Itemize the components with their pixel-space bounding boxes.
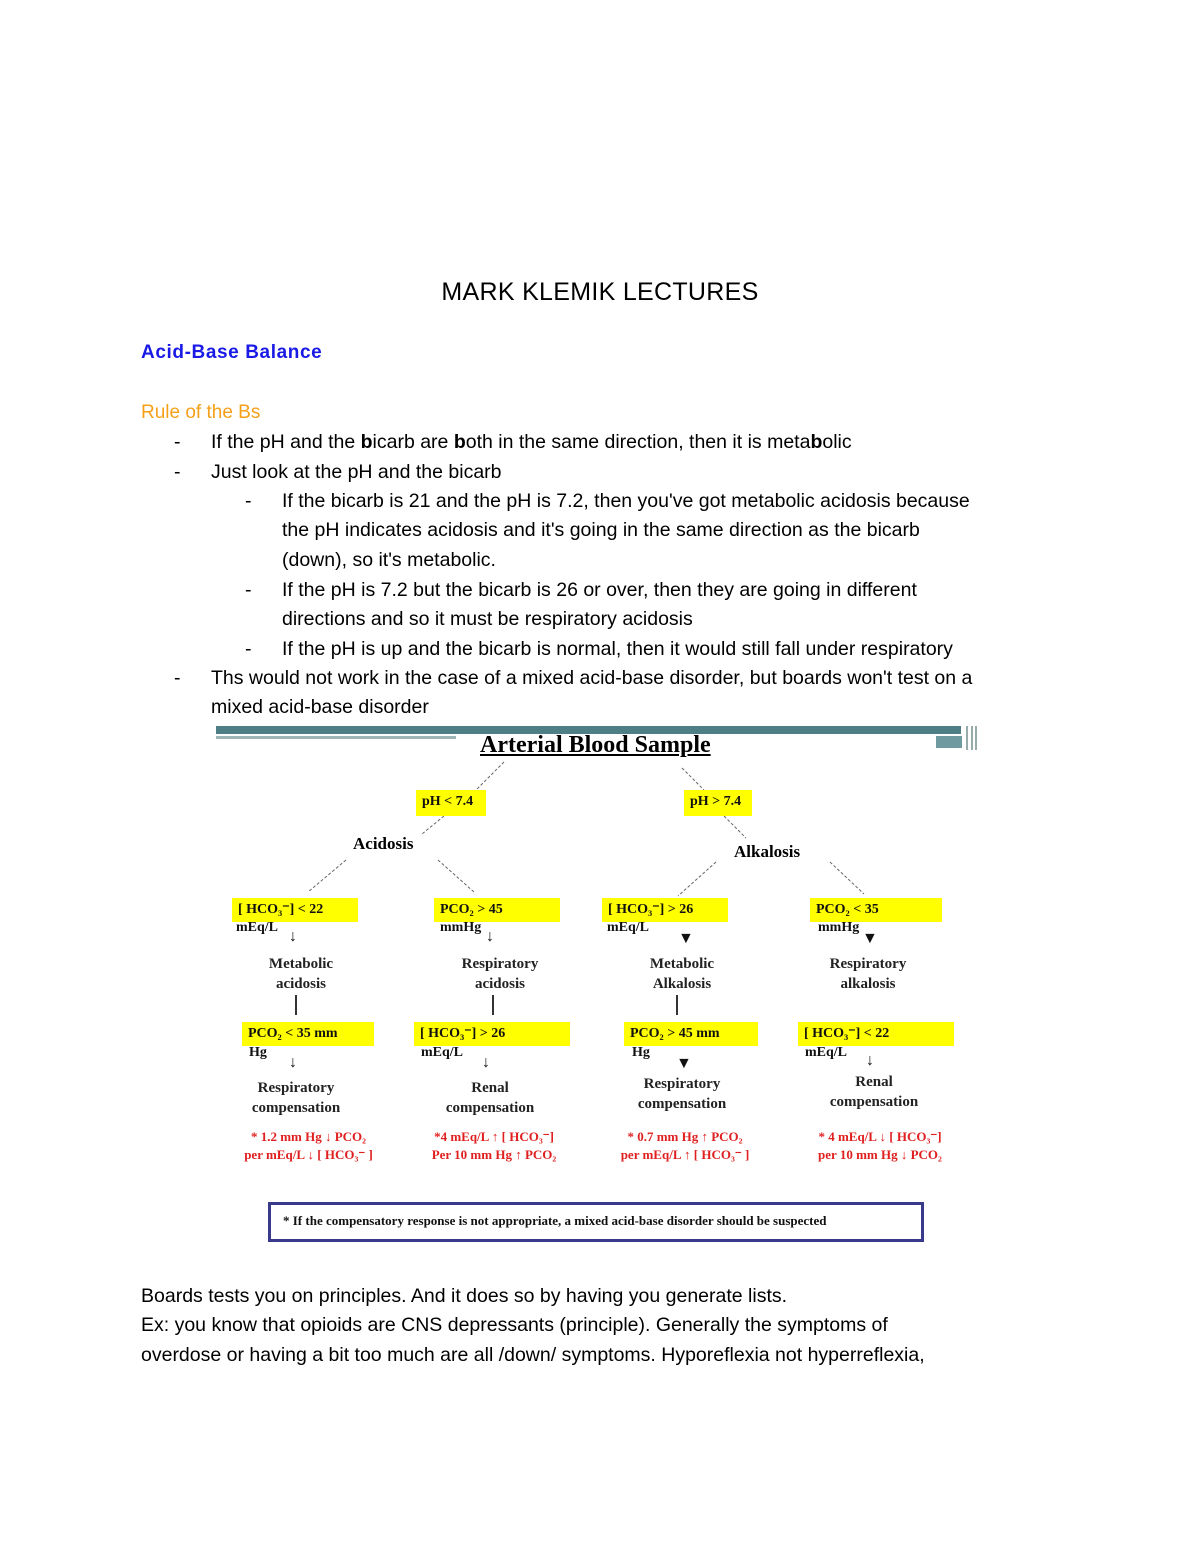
- bullet-mixed: Ths would not work in the case of a mixed acid-base disorder, but boards won't test on a: [211, 667, 973, 689]
- down-arrow-icon: ↓: [866, 1052, 874, 1069]
- result-respiratory-alkalosis: Respiratory alkalosis: [829, 956, 907, 992]
- connector-line: [830, 862, 864, 894]
- bullet-rule: If the pH and the bicarb are both in the same direction, then it is metabolic: [211, 431, 852, 453]
- footnote-box: [268, 1202, 924, 1242]
- down-arrow-icon: ↓: [289, 1054, 297, 1071]
- sub-bullet-dash: -: [245, 490, 252, 512]
- connector-bar: [492, 995, 494, 1015]
- connector-line: [422, 816, 444, 834]
- comp-renal: Renal compensation: [829, 1074, 919, 1110]
- result-metabolic-acidosis: Metabolic acidosis: [268, 956, 334, 992]
- connector-line: [678, 862, 716, 896]
- sub-bullet-line: If the pH is 7.2 but the bicarb is 26 or over, then they are going in different: [282, 579, 917, 601]
- bicarb-low-box: [ HCO₃⁻] < 22: [232, 898, 358, 922]
- acid-base-diagram: [216, 722, 986, 1252]
- paragraph-line: Ex: you know that opioids are CNS depressants (principle). Generally the symptoms of: [141, 1314, 888, 1336]
- unit-label: Hg: [249, 1045, 267, 1060]
- down-arrow-icon: ↓: [289, 928, 297, 945]
- down-arrow-icon: ↓: [482, 1054, 490, 1071]
- bicarb-high-box: [ HCO₃⁻] > 26: [414, 1022, 570, 1046]
- sub-bullet-line: directions and so it must be respiratory acidosis: [282, 608, 693, 630]
- connector-line: [724, 816, 746, 838]
- paragraph-line: overdose or having a bit too much are all /down/ symptoms. Hyporeflexia not hyperreflexia,: [141, 1344, 925, 1366]
- footnote-text: * If the compensatory response is not appropriate, a mixed acid-base disorder should be suspected: [283, 1213, 827, 1228]
- ph-high-box: pH > 7.4: [684, 790, 752, 816]
- comp-rule: * 1.2 mm Hg ↓ PCO₂ per mEq/L ↓ [ HCO₃⁻ ]: [244, 1129, 373, 1162]
- connector-line: [308, 860, 346, 892]
- alkalosis-label: Alkalosis: [734, 842, 801, 861]
- down-arrow-icon: ▼: [862, 930, 878, 947]
- bullet-dash: -: [174, 431, 181, 453]
- pco2-low-box: PCO₂ < 35: [810, 898, 942, 922]
- pco2-high-box: PCO₂ > 45 mm: [624, 1022, 758, 1046]
- sub-bullet-line: If the bicarb is 21 and the pH is 7.2, then you've got metabolic acidosis because: [282, 490, 970, 512]
- diagram-title: Arterial Blood Sample: [480, 732, 711, 758]
- comp-respiratory: Respiratory compensation: [637, 1076, 727, 1112]
- comp-respiratory: Respiratory compensation: [251, 1080, 341, 1116]
- bullet-look: Just look at the pH and the bicarb: [211, 461, 502, 483]
- comp-rule: * 4 mEq/L ↓ [ HCO₃⁻] per 10 mm Hg ↓ PCO₂: [818, 1129, 942, 1162]
- pco2-high-box: PCO₂ > 45: [434, 898, 560, 922]
- bullet-dash: -: [174, 667, 181, 689]
- down-arrow-icon: ▼: [676, 1055, 692, 1072]
- page-title: MARK KLEMIK LECTURES: [441, 278, 759, 306]
- unit-label: Hg: [632, 1045, 650, 1060]
- unit-label: mmHg: [818, 920, 860, 935]
- sub-bullet-line: the pH indicates acidosis and it's going in the same direction as the bicarb: [282, 519, 920, 541]
- section-heading: Acid-Base Balance: [141, 342, 323, 363]
- paragraph-line: Boards tests you on principles. And it does so by having you generate lists.: [141, 1285, 788, 1307]
- sub-bullet-dash: -: [245, 579, 252, 601]
- down-arrow-icon: ↓: [486, 928, 494, 945]
- comp-rule: * 0.7 mm Hg ↑ PCO₂ per mEq/L ↑ [ HCO₃⁻ ]: [620, 1129, 750, 1162]
- acidosis-label: Acidosis: [353, 834, 414, 853]
- pco2-low-box: PCO₂ < 35 mm: [242, 1022, 374, 1046]
- connector-line: [682, 768, 704, 790]
- connector-bar: [676, 995, 678, 1015]
- sub-bullet-dash: -: [245, 638, 252, 660]
- connector-line: [476, 762, 504, 790]
- bicarb-low-box: [ HCO₃⁻] < 22: [798, 1022, 954, 1046]
- comp-rule: *4 mEq/L ↑ [ HCO₃⁻] Per 10 mm Hg ↑ PCO₂: [431, 1129, 557, 1162]
- unit-label: mEq/L: [236, 920, 279, 935]
- bullet-dash: -: [174, 461, 181, 483]
- bullet-mixed: mixed acid-base disorder: [211, 696, 429, 718]
- connector-line: [438, 860, 474, 892]
- comp-renal: Renal compensation: [445, 1080, 535, 1116]
- sub-bullet-line: (down), so it's metabolic.: [282, 549, 496, 571]
- result-respiratory-acidosis: Respiratory acidosis: [461, 956, 539, 992]
- bicarb-high-box: [ HCO₃⁻] > 26: [602, 898, 728, 922]
- sub-bullet-line: If the pH is up and the bicarb is normal, then it would still fall under respiratory: [282, 638, 953, 660]
- result-metabolic-alkalosis: Metabolic Alkalosis: [649, 956, 715, 992]
- unit-label: mEq/L: [607, 920, 650, 935]
- ph-low-box: pH < 7.4: [416, 790, 486, 816]
- connector-bar: [295, 995, 297, 1015]
- unit-label: mmHg: [440, 920, 482, 935]
- subsection-heading: Rule of the Bs: [141, 402, 261, 423]
- unit-label: mEq/L: [805, 1045, 848, 1060]
- unit-label: mEq/L: [421, 1045, 464, 1060]
- down-arrow-icon: ▼: [678, 930, 694, 947]
